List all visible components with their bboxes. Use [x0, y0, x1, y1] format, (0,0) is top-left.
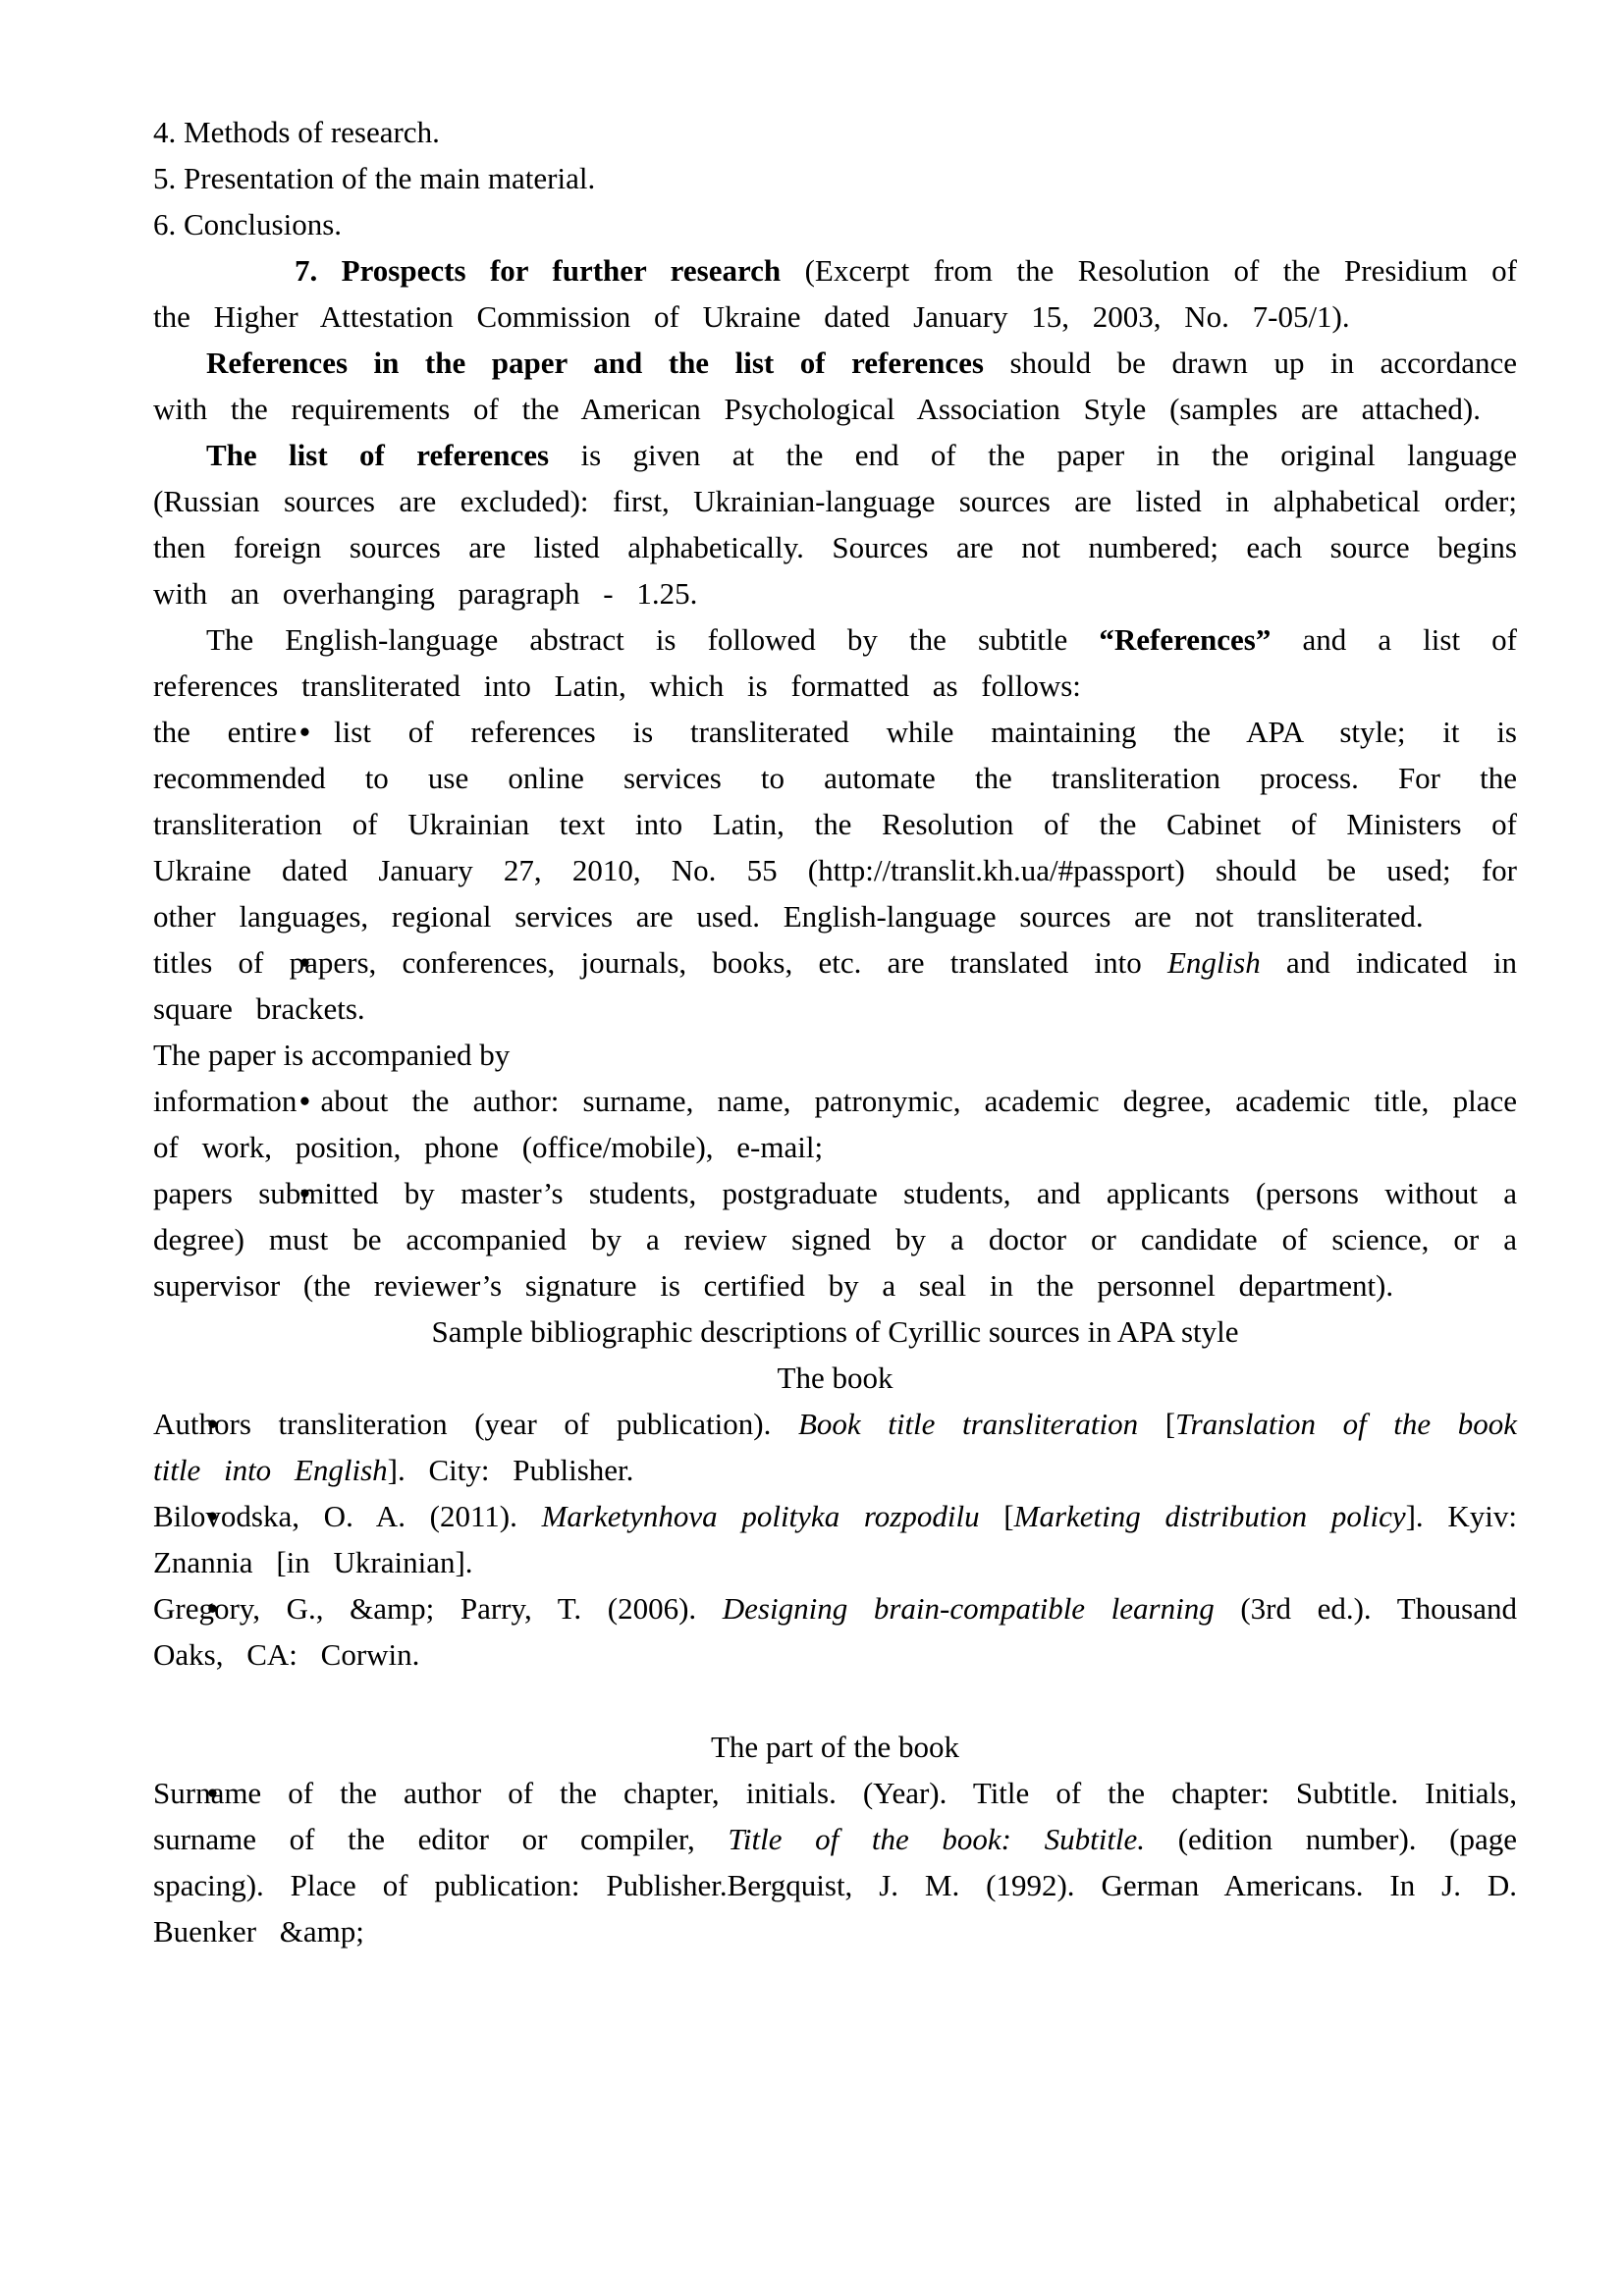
heading-the-book: The book — [777, 1361, 893, 1395]
accompanied-bullet-list — [153, 1078, 1517, 1308]
list-item: • Gregory, G., &amp; Parry, T. (2006). Designing brain-compatible learning (3rd ed.). Thousand Oaks, CA: Corwin. — [153, 1585, 1517, 1678]
paragraph-prospects: 7. Prospects for further research (Excerpt from the Resolution of the Presidium of the Higher Attestation Commission of Ukraine dated January 15, 2003, No. 7-05/1). — [153, 253, 1517, 334]
format-bullet-list — [153, 709, 1517, 1032]
heading-part-of-book: The part of the book — [710, 1730, 960, 1764]
list-item: • titles of papers, conferences, journals, books, etc. are translated into English and indicated in square brackets. — [153, 939, 1517, 1032]
list-item: • Bilovodska, O. A. (2011). Marketynhova polityka rozpodilu [Marketing distribution policy]. Kyiv: Znannia [in Ukrainian]. — [153, 1493, 1517, 1585]
heading-sample-descriptions: Sample bibliographic descriptions of Cyrillic sources in APA style — [431, 1314, 1239, 1349]
paragraph-abstract: The English-language abstract is followed by the subtitle “References” and a list of references transliterated into Latin, which is formatted as follows: — [153, 622, 1517, 703]
list-item: • the entire list of references is transliterated while maintaining the APA style; it is recommended to use online services to automate the transliteration process. For the transliteration of Ukrainian text into Latin, the Resolution of the Cabinet of Ministers of Ukraine dated January 27, 2010, No. 55 (http://translit.kh.ua/#passport) should be used; for other languages, regional services are used. English-language sources are not transliterated. — [153, 709, 1517, 939]
blank-line — [153, 1678, 1517, 1724]
part-bullet-list — [153, 1770, 1517, 1954]
numbered-item-5: 5. Presentation of the main material. — [153, 161, 596, 195]
heading-paper-accompanied: The paper is accompanied by — [153, 1038, 511, 1072]
numbered-item-6: 6. Conclusions. — [153, 207, 343, 241]
paragraph-list-of-references: The list of references is given at the end of the paper in the original language (Russian sources are excluded): first, Ukrainian-language sources are listed in alphabetical order; then foreign sources are listed alphabetically. Sources are not numbered; each source begins with an overhanging paragraph - 1.25. — [153, 438, 1517, 611]
list-item: • information about the author: surname, name, patronymic, academic degree, academic title, place of work, position, phone (office/mobile), e-mail; — [153, 1078, 1517, 1170]
paragraph-references: References in the paper and the list of references should be drawn up in accordance with the requirements of the American Psychological Association Style (samples are attached). — [153, 346, 1517, 426]
list-item: • papers submitted by master’s students, postgraduate students, and applicants (persons without a degree) must be accompanied by a review signed by a doctor or candidate of science, or a supervisor (the reviewer’s signature is certified by a seal in the personnel department). — [153, 1170, 1517, 1308]
list-item: • Authors transliteration (year of publication). Book title transliteration [Translation of the book title into English]. City: Publisher. — [153, 1401, 1517, 1493]
book-bullet-list — [153, 1401, 1517, 1678]
numbered-item-4: 4. Methods of research. — [153, 115, 440, 149]
list-item: • Surname of the author of the chapter, initials. (Year). Title of the chapter: Subtitle. Initials, surname of the editor or compiler, Title of the book: Subtitle. (edition number). (page spacing). Place of publication: Publisher.Bergquist, J. M. (1992). German Americans. In J. D. Buenker &amp; — [153, 1770, 1517, 1954]
document-content — [153, 109, 1517, 1954]
